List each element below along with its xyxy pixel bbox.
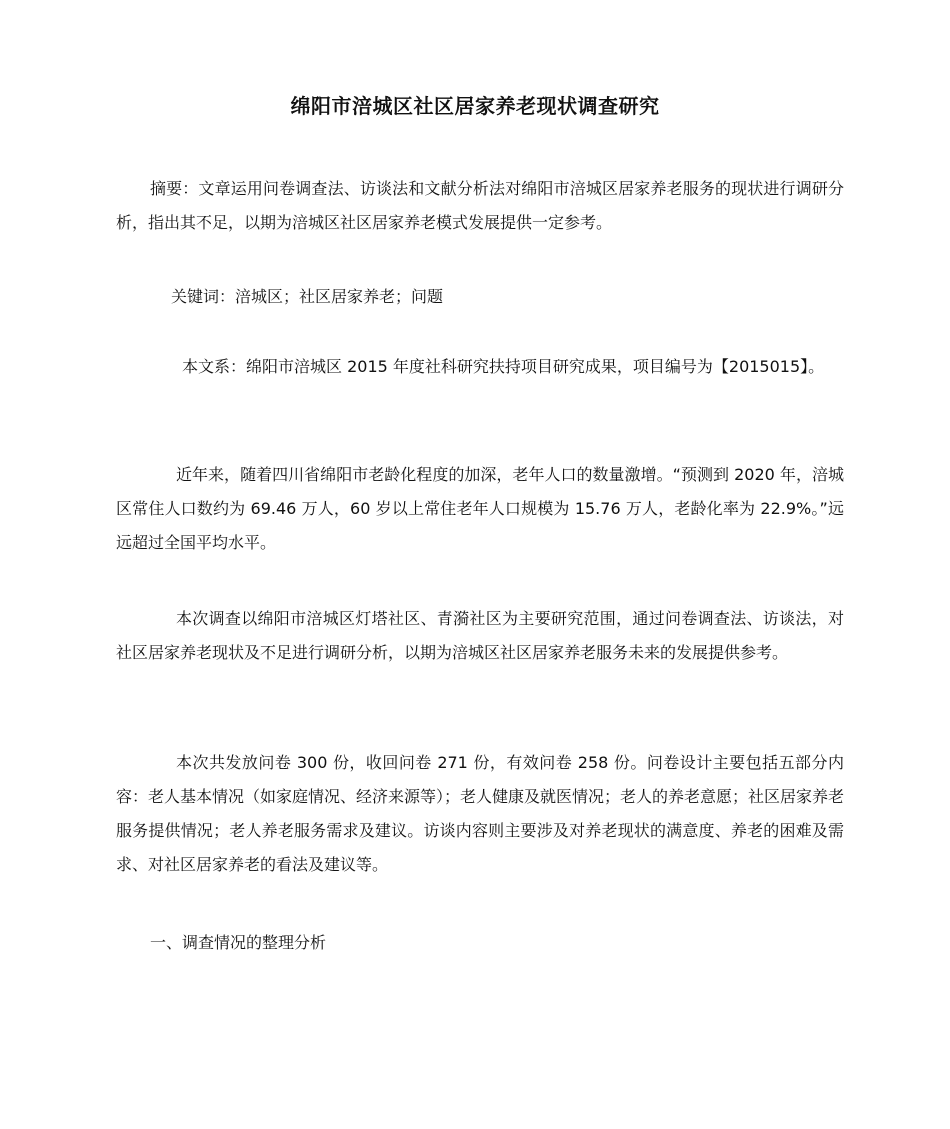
document-title: 绵阳市涪城区社区居家养老现状调查研究 [290, 94, 660, 118]
abstract-paragraph: 摘要：文章运用问卷调查法、访谈法和文献分析法对绵阳市涪城区居家养老服务的现状进行调研分析，指出其不足，以期为涪城区社区居家养老模式发展提供一定参考。 [116, 179, 844, 232]
funding-note-paragraph: 本文系：绵阳市涪城区 2015 年度社科研究扶持项目研究成果，项目编号为【2015015】。 [182, 357, 825, 376]
section-heading: 一、调查情况的整理分析 [150, 933, 327, 952]
keywords-paragraph: 关键词：涪城区；社区居家养老；问题 [171, 287, 444, 306]
scope-paragraph: 本次调查以绵阳市涪城区灯塔社区、青漪社区为主要研究范围，通过问卷调查法、访谈法，对社区居家养老现状及不足进行调研分析，以期为涪城区社区居家养老服务未来的发展提供参考。 [116, 609, 844, 662]
survey-paragraph: 本次共发放问卷 300 份，收回问卷 271 份，有效问卷 258 份。问卷设计主要包括五部分内容：老人基本情况（如家庭情况、经济来源等）；老人健康及就医情况；老人的养老意愿；社区居家养老服务提供情况；老人养老服务需求及建议。访谈内容则主要涉及对养老现状的满意度、养老的困难及需求、对社区居家养老的看法及建议等。 [116, 753, 845, 874]
intro-paragraph: 近年来，随着四川省绵阳市老龄化程度的加深，老年人口的数量激增。“预测到 2020 年，涪城区常住人口数约为 69.46 万人，60 岁以上常住老年人口规模为 15.76 万人，老龄化率为 22.9%。”远远超过全国平均水平。 [116, 465, 844, 552]
